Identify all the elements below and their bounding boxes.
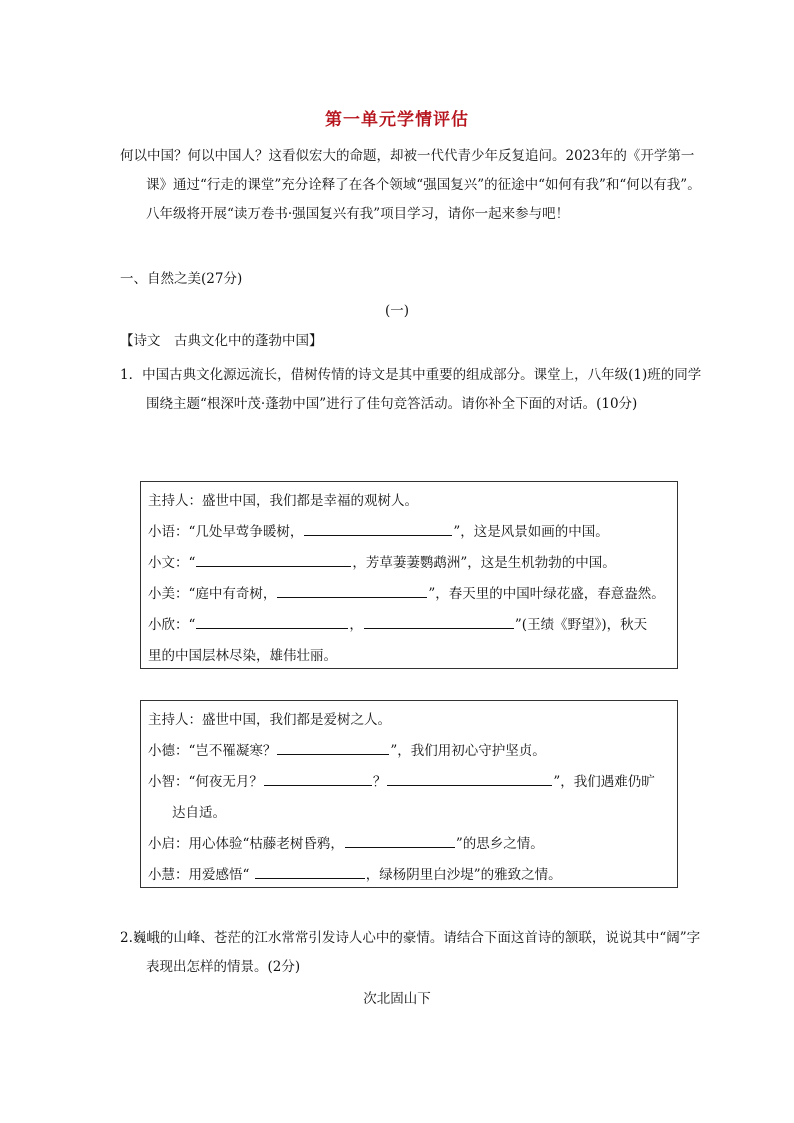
dialogue-box-1 [140,481,678,669]
box2-line5-prefix: 小启：用心体验“枯藤老树昏鸦， [148,836,344,852]
answer-blank[interactable] [364,614,514,629]
box2-line3-suffix: ”，我们遇难仍旷 [553,774,655,790]
box2-line-host: 主持人：盛世中国，我们都是爱树之人。 [148,712,391,728]
box2-line2-suffix: ”，我们用初心守护坚贞。 [390,743,546,759]
box2-line-xiaohui [148,860,671,891]
box2-line-xiaoqi [148,829,671,860]
question-2-text: 2.巍峨的山峰、苍茫的江水常常引发诗人心中的豪情。请结合下面这首诗的颔联，说说其中“阔”字表现出怎样的情景。(2分) [120,930,701,975]
box1-line3-prefix: 小文：“ [148,555,196,571]
answer-blank[interactable] [196,614,348,629]
box1-line3-suffix: ，芳草萋萋鹦鹉洲”，这是生机勃勃的中国。 [352,555,616,571]
box2-line3-prefix: 小智：“何夜无月？ [148,774,263,790]
poem-title: 次北固山下 [363,991,431,1007]
box1-line4-prefix: 小美：“庭中有奇树， [148,586,277,602]
box1-line-xiaowen [148,548,671,579]
intro-paragraph: 何以中国？何以中国人？这看似宏大的命题，却被一代代青少年反复追问。2023年的《开学第一课》通过“行走的课堂”充分诠释了在各个领域“强国复兴”的征途中“如何有我”和“何以有我”。八年级将开展“读万卷书·强国复兴有我”项目学习，请你一起来参与吧！ [120,148,701,222]
box1-line5-mid: ， [349,617,363,633]
box1-line4-suffix: ”，春天里的中国叶绿花盛，春意盎然。 [428,586,665,602]
dialogue-box-2 [140,700,678,888]
answer-blank[interactable] [277,740,389,755]
box1-line2-prefix: 小语：“几处早莺争暖树， [148,524,304,540]
box2-line-continued: 达自适。 [172,805,226,821]
question-1-text: 1．中国古典文化源远流长，借树传情的诗文是其中重要的组成部分。课堂上，八年级(1)班的同学围绕主题“根深叶茂·蓬勃中国”进行了佳句竞答活动。请你补全下面的对话。(10分) [120,367,702,412]
section-heading: 一、自然之美(27分) [120,271,243,287]
answer-blank[interactable] [277,583,427,598]
subheading: 【诗文 古典文化中的蓬勃中国】 [120,333,323,349]
box1-line-xiaomei [148,579,671,610]
box1-line5-suffix: ”(王绩《野望》)，秋天 [514,617,648,633]
box1-line2-suffix: ”，这是风景如画的中国。 [453,524,609,540]
box2-line6-prefix: 小慧：用爱感悟“ [148,867,254,883]
box1-line-xiaoyu [148,517,671,548]
answer-blank[interactable] [196,552,351,567]
box2-line-xiaode [148,736,671,767]
box1-line-xiaoxin [148,610,671,641]
box1-line5-prefix: 小欣：“ [148,617,196,633]
answer-blank[interactable] [264,771,372,786]
answer-blank[interactable] [387,771,552,786]
box2-line3-mid: ？ [372,774,387,790]
box2-line5-suffix: ”的思乡之情。 [455,836,544,852]
box2-line2-prefix: 小德：“岂不罹凝寒？ [148,743,277,759]
box2-line6-suffix: ，绿杨阴里白沙堤”的雅致之情。 [365,867,562,883]
part-label: (一) [384,303,410,319]
box2-line-xiaozhi [148,767,671,798]
page-title: 第一单元学情评估 [325,110,469,130]
box1-line-continued: 里的中国层林尽染，雄伟壮丽。 [148,648,337,664]
answer-blank[interactable] [304,521,452,536]
box1-line-host: 主持人：盛世中国，我们都是幸福的观树人。 [148,493,418,509]
answer-blank[interactable] [255,864,365,879]
answer-blank[interactable] [345,833,455,848]
